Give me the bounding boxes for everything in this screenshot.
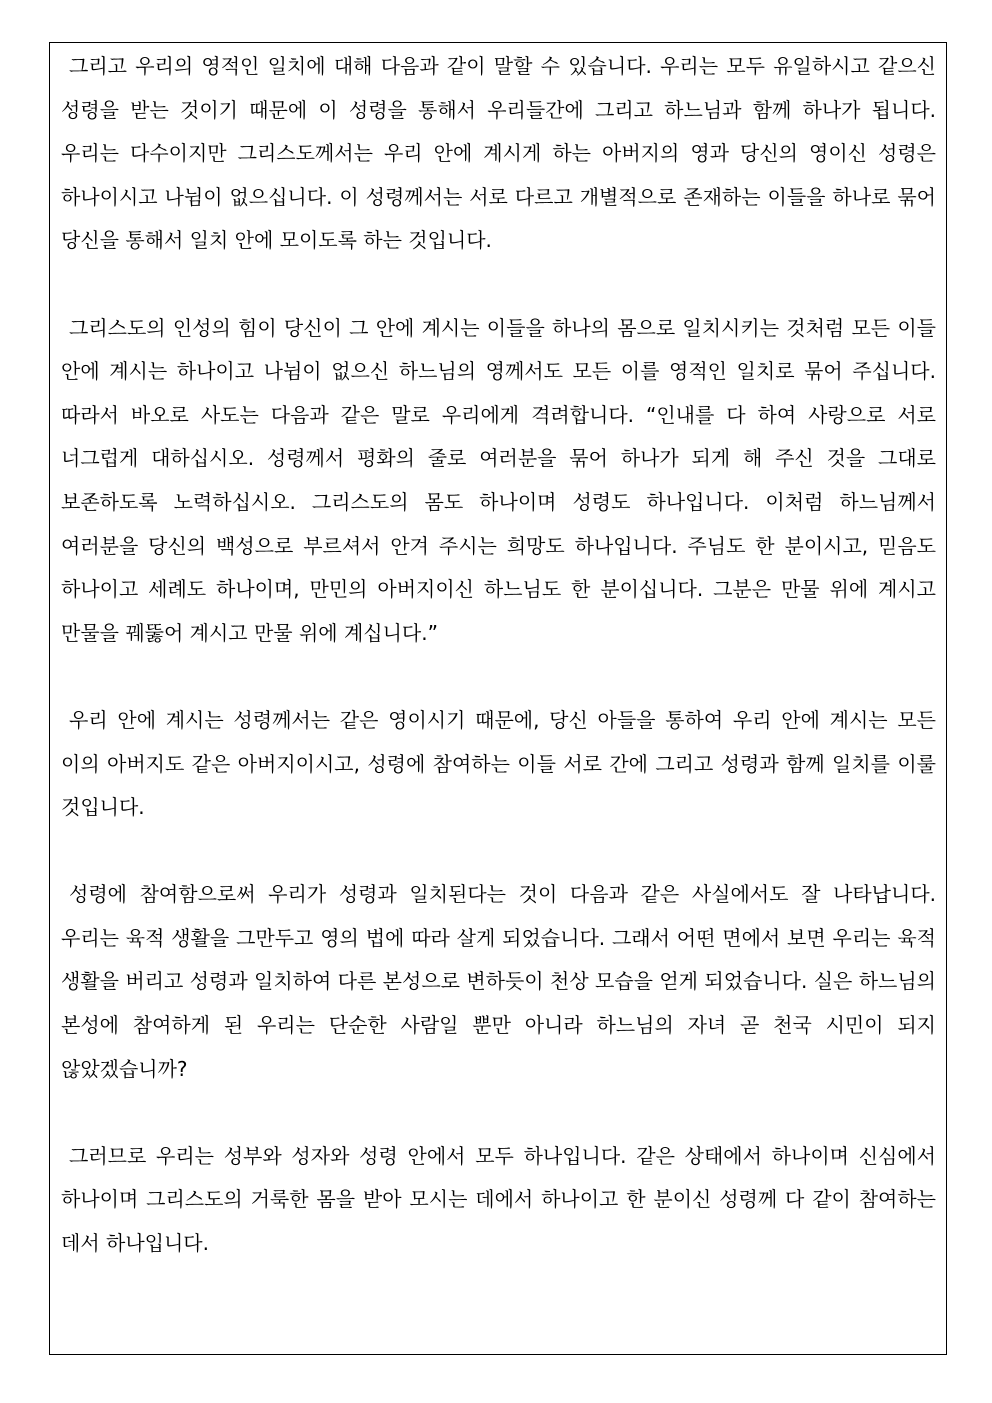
paragraph-one-body: 그리스도의 인성의 힘이 당신이 그 안에 계시는 이들을 하나의 몸으로 일치시키는 것처럼 모든 이들 안에 계시는 하나이고 나뉨이 없으신 하느님의 영께서도 모든 이를 영적인 일치로 묶어 주십니다. 따라서 바오로 사도는 다음과 같은 말로 우리에게 격려합니다. “인내를 다 하여 사랑으로 서로 너그럽게 대하십시오. 성령께서 평화의 줄로 여러분을 묶어 하나가 되게 해 주신 것을 그대로 보존하도록 노력하십시오. 그리스도의 몸도 하나이며 성령도 하나입니다. 이처럼 하느님께서 여러분을 당신의 백성으로 부르셔서 안겨 주시는 희망도 하나입니다. 주님도 한 분이시고, 믿음도 하나이고 세례도 하나이며, 만민의 아버지이신 하느님도 한 분이십니다. 그분은 만물 위에 계시고 만물을 꿰뚫어 계시고 만물 위에 계십니다.” — [61, 315, 936, 645]
paragraph-gap — [61, 263, 936, 307]
paragraph-same-spirit: 우리 안에 계시는 성령께서는 같은 영이시기 때문에, 당신 아들을 통하여 우리 안에 계시는 모든 이의 아버지도 같은 아버지이시고, 성령에 참여하는 이들 서로 간에 그리고 성령과 함께 일치를 이룰 것입니다. — [61, 707, 936, 820]
paragraph-gap — [61, 655, 936, 699]
paragraph-spiritual-unity: 그리고 우리의 영적인 일치에 대해 다음과 같이 말할 수 있습니다. 우리는 모두 유일하시고 같으신 성령을 받는 것이기 때문에 이 성령을 통해서 우리들간에 그리고 하느님과 함께 하나가 됩니다. 우리는 다수이지만 그리스도께서는 우리 안에 계시게 하는 아버지의 영과 당신의 영이신 성령은 하나이시고 나뉨이 없으십니다. 이 성령께서는 서로 다르고 개별적으로 존재하는 이들을 하나로 묶어 당신을 통해서 일치 안에 모이도록 하는 것입니다. — [61, 54, 936, 253]
paragraph-participation: 성령에 참여함으로써 우리가 성령과 일치된다는 것이 다음과 같은 사실에서도 잘 나타납니다. 우리는 육적 생활을 그만두고 영의 법에 따라 살게 되었습니다. 그래서 어떤 면에서 보면 우리는 육적 생활을 버리고 성령과 일치하여 다른 본성으로 변하듯이 천상 모습을 얻게 되었습니다. 실은 하느님의 본성에 참여하게 된 우리는 단순한 사람일 뿐만 아니라 하느님의 자녀 곧 천국 시민이 되지 않았겠습니까? — [61, 882, 936, 1081]
document-frame — [49, 42, 947, 1355]
paragraph-conclusion: 그러므로 우리는 성부와 성자와 성령 안에서 모두 하나입니다. 같은 상태에서 하나이며 신심에서 하나이며 그리스도의 거룩한 몸을 받아 모시는 데에서 하나이고 한 분이신 성령께 다 같이 참여하는 데서 하나입니다. — [61, 1143, 936, 1256]
paragraph-gap — [61, 830, 936, 874]
paragraph-gap — [61, 1091, 936, 1135]
